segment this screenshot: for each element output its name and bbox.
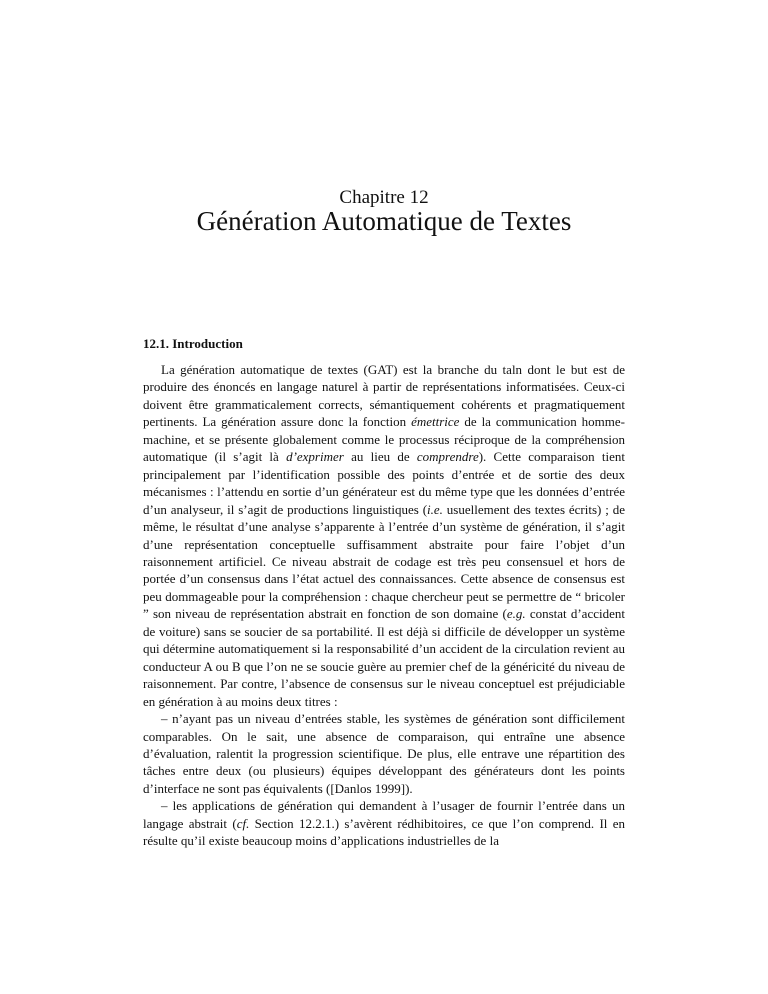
- text-run: constat d’accident de voiture) sans se soucier de sa portabilité. Il est déjà si difficile de développer un système qui détermine automatiquement si la responsabilité d’un accident de la circulation revient au conducteur A ou B que l’on ne se soucie guère au premier chef de la généricité du niveau de raisonnement. Par contre, l’absence de consensus sur le niveau conceptuel est préjudiciable en génération à au moins deux titres :: [143, 606, 625, 709]
- text-run: de la communication homme-machine, et se présente globalement comme le processus réciproque de la compréhension automatique (il s’agit là: [143, 414, 625, 465]
- section-heading: 12.1. Introduction: [143, 336, 243, 351]
- paragraph-intro: [143, 361, 625, 710]
- text-run: au lieu de: [343, 449, 417, 465]
- chapter-label: Chapitre 12: [339, 187, 429, 208]
- text-run: usuellement des textes écrits) ; de même, le résultat d’une analyse s’apparente à l’entrée d’un système de génération, il s’agit d’une représentation conceptuelle suffisamment abstraite pour faire l’objet d’un raisonnement artificiel. Ce niveau abstrait de codage est très peu consensuel et hors de portée d’un consensus dans l’état actuel des connaissances. Cette absence de consensus est peu dommageable pour la compréhension : chaque chercheur peut se permettre de “ bricoler ” son niveau de représentation abstrait en fonction de son domaine (: [143, 501, 625, 622]
- italic-term: i.e.: [427, 501, 443, 517]
- italic-term: émettrice: [411, 414, 460, 430]
- paragraph-item-2: [143, 797, 625, 849]
- text-run: – n’ayant pas un niveau d’entrées stable, les systèmes de génération sont difficilement comparables. On le sait, une absence de comparaison, qui entraîne une absence d’évaluation, ralentit la progression scientifique. De plus, elle entrave une répartition des tâches entre deux (ou plusieurs) équipes développant des générateurs dont les points d’interface ne sont pas équivalents ([Danlos 1999]).: [143, 711, 625, 796]
- text-run: Section 12.2.1.) s’avèrent rédhibitoires, ce que l’on comprend. Il en résulte qu’il existe beaucoup moins d’applications industrielles de la: [143, 815, 626, 849]
- text-run: La génération automatique de textes (GAT) est la branche du taln dont le but est de produire des énoncés en langage naturel à partir de représentations informatisées. Ceux-ci doivent être grammaticalement corrects, sémantiquement cohérents et pragmatiquement pertinents. La génération assure donc la fonction: [143, 362, 625, 430]
- text-run: ). Cette comparaison tient principalement par l’identification possible des points d’entrée et de sortie des deux mécanismes : l’attendu en sortie d’un générateur est du même type que les données d’entrée d’un analyseur, il s’agit de productions linguistiques (: [143, 449, 625, 517]
- italic-term: d’exprimer: [286, 449, 344, 465]
- italic-term: comprendre: [416, 449, 479, 465]
- text-run: – les applications de génération qui demandent à l’usager de fournir l’entrée dans un langage abstrait (: [143, 798, 625, 831]
- italic-term: cf.: [236, 815, 250, 831]
- paragraph-item-1: [143, 710, 625, 797]
- italic-term: e.g.: [506, 606, 526, 622]
- chapter-title: Génération Automatique de Textes: [196, 206, 572, 236]
- body-text: [143, 361, 625, 850]
